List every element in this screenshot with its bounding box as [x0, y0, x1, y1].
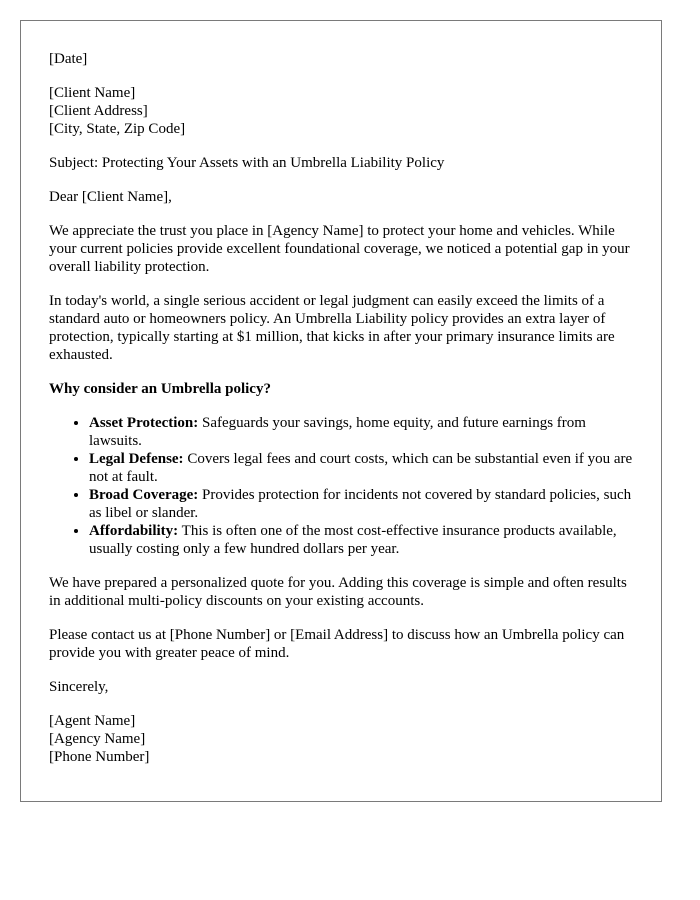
body-paragraph-contact: Please contact us at [Phone Number] or [Email Address] to discuss how an Umbrella policy can provide you with greater peace of mind.	[49, 627, 625, 661]
benefit-text: Provides protection for incidents not covered by standard policies, such as libel or slander.	[89, 487, 632, 521]
benefit-text: Covers legal fees and court costs, which can be substantial even if you are not at fault.	[89, 451, 633, 485]
body-paragraph-quote: We have prepared a personalized quote for you. Adding this coverage is simple and often results in additional multi-policy discounts on your existing accounts.	[49, 575, 627, 609]
benefit-item-asset-protection	[89, 414, 633, 450]
body-paragraph-intro: We appreciate the trust you place in [Agency Name] to protect your home and vehicles. While your current policies provide excellent foundational coverage, we noticed a potential gap in your overall liability protection.	[49, 223, 630, 275]
letter-salutation: Dear [Client Name],	[49, 189, 172, 205]
benefit-item-affordability	[89, 522, 633, 558]
letter-signoff: Sincerely,	[49, 679, 109, 695]
benefit-term: Asset Protection:	[89, 415, 199, 431]
benefit-item-broad-coverage	[89, 486, 633, 522]
recipient-city-state-zip: [City, State, Zip Code]	[49, 121, 186, 137]
benefit-term: Broad Coverage:	[89, 487, 199, 503]
recipient-name: [Client Name]	[49, 85, 136, 101]
benefit-term: Legal Defense:	[89, 451, 184, 467]
signature-phone: [Phone Number]	[49, 749, 150, 765]
recipient-block	[49, 84, 633, 138]
letter-page	[20, 20, 662, 802]
letter-subject: Subject: Protecting Your Assets with an Umbrella Liability Policy	[49, 155, 445, 171]
signature-block	[49, 712, 633, 766]
letter-date: [Date]	[49, 51, 88, 67]
signature-agent-name: [Agent Name]	[49, 713, 136, 729]
recipient-address: [Client Address]	[49, 103, 148, 119]
signature-agency-name: [Agency Name]	[49, 731, 146, 747]
benefit-item-legal-defense	[89, 450, 633, 486]
benefits-list	[49, 414, 633, 558]
body-paragraph-risk: In today's world, a single serious accident or legal judgment can easily exceed the limits of a standard auto or homeowners policy. An Umbrella Liability policy provides an extra layer of protection, typically starting at $1 million, that kicks in after your primary insurance limits are exhausted.	[49, 293, 615, 363]
benefits-heading: Why consider an Umbrella policy?	[49, 381, 271, 397]
benefit-term: Affordability:	[89, 523, 179, 539]
benefit-text: This is often one of the most cost-effective insurance products available, usually costing only a few hundred dollars per year.	[89, 523, 617, 557]
benefit-text: Safeguards your savings, home equity, and future earnings from lawsuits.	[89, 415, 586, 449]
